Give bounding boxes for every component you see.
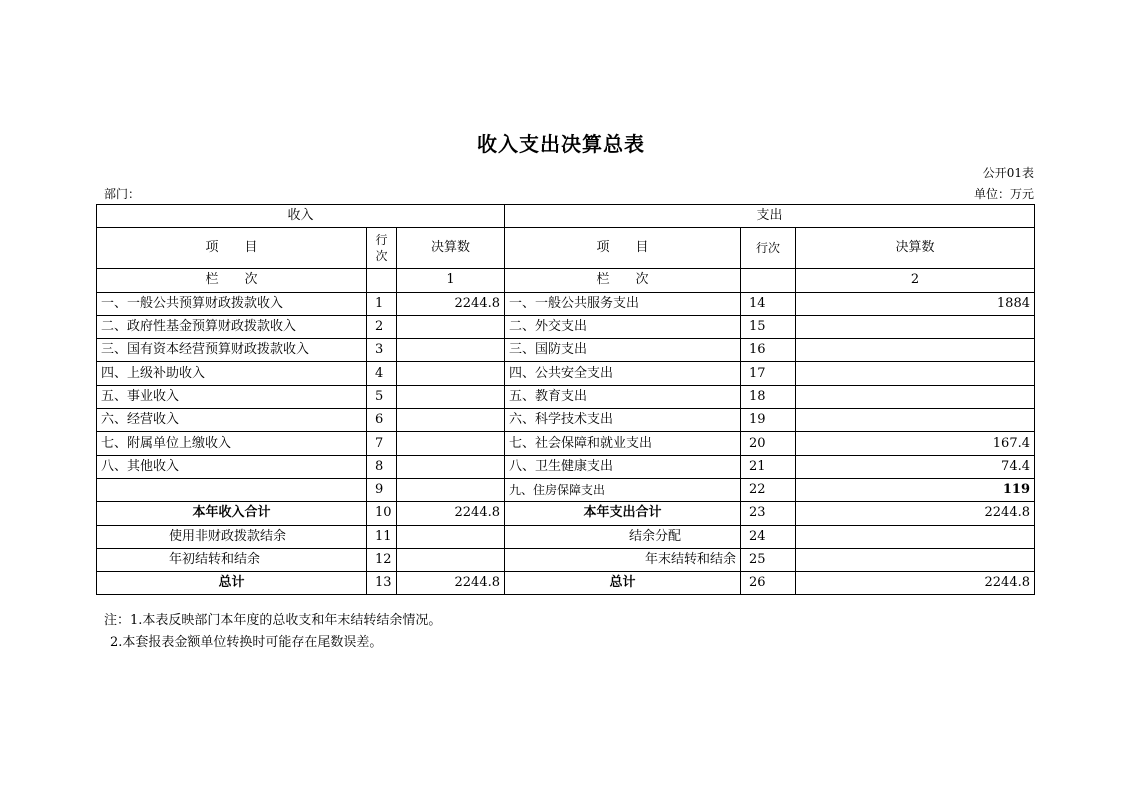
- nonfiscal-row: [97, 525, 1035, 548]
- expense-amount: [796, 385, 1035, 408]
- expense-amount: [796, 409, 1035, 432]
- income-line-no-header: 行 次: [367, 228, 397, 269]
- end-carryover-value: [796, 548, 1035, 571]
- expense-item-name: 五、教育支出: [505, 385, 741, 408]
- begin-carryover-value: [397, 548, 505, 571]
- expense-item-name: 九、住房保障支出: [505, 478, 741, 501]
- expense-amount: 74.4: [796, 455, 1035, 478]
- table-row: [97, 339, 1035, 362]
- expense-column-blank: [741, 269, 796, 292]
- income-item-name: 四、上级补助收入: [97, 362, 367, 385]
- table-row: [97, 455, 1035, 478]
- nonfiscal-no: 11: [367, 525, 397, 548]
- income-amount: [397, 339, 505, 362]
- expense-amount: [796, 362, 1035, 385]
- income-line-no: 9: [367, 478, 397, 501]
- income-expense-table: [96, 204, 1035, 595]
- expense-item-header: 项 目: [505, 228, 741, 269]
- expense-amount-header: 决算数: [796, 228, 1035, 269]
- surplus-distribution-label: 结余分配: [505, 525, 741, 548]
- carryover-row: [97, 548, 1035, 571]
- income-line-no: 4: [367, 362, 397, 385]
- year-expense-total-no: 23: [741, 502, 796, 525]
- income-amount: [397, 409, 505, 432]
- grand-expense-total-no: 26: [741, 572, 796, 595]
- column-index-row: [97, 269, 1035, 292]
- expense-amount: 167.4: [796, 432, 1035, 455]
- table-row: [97, 315, 1035, 338]
- expense-line-no: 20: [741, 432, 796, 455]
- income-amount: [397, 315, 505, 338]
- begin-carryover-no: 12: [367, 548, 397, 571]
- income-line-no: 5: [367, 385, 397, 408]
- expense-line-no: 18: [741, 385, 796, 408]
- income-amount: 2244.8: [397, 292, 505, 315]
- income-item-name: [97, 478, 367, 501]
- table-row: [97, 385, 1035, 408]
- expense-line-no: 19: [741, 409, 796, 432]
- expense-item-name: 八、卫生健康支出: [505, 455, 741, 478]
- year-expense-total-value: 2244.8: [796, 502, 1035, 525]
- footnote-1: 注：1.本表反映部门本年度的总收支和年末结转结余情况。: [104, 613, 442, 628]
- income-amount: [397, 362, 505, 385]
- income-line-no: 6: [367, 409, 397, 432]
- expense-amount: 119: [796, 478, 1035, 501]
- expense-item-name: 二、外交支出: [505, 315, 741, 338]
- income-item-name: 七、附属单位上缴收入: [97, 432, 367, 455]
- table-row: [97, 292, 1035, 315]
- end-carryover-label: 年末结转和结余: [505, 548, 741, 571]
- end-carryover-no: 25: [741, 548, 796, 571]
- header-row-columns: [97, 228, 1035, 269]
- year-income-total-label: 本年收入合计: [97, 502, 367, 525]
- expense-line-no-header: 行次: [741, 228, 796, 269]
- expense-line-no: 16: [741, 339, 796, 362]
- nonfiscal-label: 使用非财政拨款结余: [97, 525, 367, 548]
- income-column-blank: [367, 269, 397, 292]
- income-item-name: 六、经营收入: [97, 409, 367, 432]
- expense-line-no: 15: [741, 315, 796, 338]
- department-label: 部门：: [104, 187, 141, 201]
- expense-amount: [796, 315, 1035, 338]
- expense-item-name: 四、公共安全支出: [505, 362, 741, 385]
- begin-carryover-label: 年初结转和结余: [97, 548, 367, 571]
- year-income-total-no: 10: [367, 502, 397, 525]
- year-income-total-value: 2244.8: [397, 502, 505, 525]
- table-row: [97, 409, 1035, 432]
- year-expense-total-label: 本年支出合计: [505, 502, 741, 525]
- grand-income-total-value: 2244.8: [397, 572, 505, 595]
- income-item-header: 项 目: [97, 228, 367, 269]
- expense-item-name: 六、科学技术支出: [505, 409, 741, 432]
- unit-label: 单位：万元: [973, 187, 1034, 201]
- income-amount: [397, 432, 505, 455]
- footnote-2: 2.本套报表金额单位转换时可能存在尾数误差。: [110, 635, 383, 650]
- expense-line-no: 14: [741, 292, 796, 315]
- income-section-header: 收入: [97, 205, 505, 228]
- table-row: [97, 432, 1035, 455]
- year-total-row: [97, 502, 1035, 525]
- income-item-name: 五、事业收入: [97, 385, 367, 408]
- income-amount: [397, 455, 505, 478]
- expense-amount: 1884: [796, 292, 1035, 315]
- expense-line-no: 17: [741, 362, 796, 385]
- expense-item-name: 一、一般公共服务支出: [505, 292, 741, 315]
- table-row: [97, 362, 1035, 385]
- expense-line-no: 21: [741, 455, 796, 478]
- income-line-no: 8: [367, 455, 397, 478]
- income-column-label: 栏 次: [97, 269, 367, 292]
- surplus-distribution-no: 24: [741, 525, 796, 548]
- income-line-no: 1: [367, 292, 397, 315]
- expense-column-index: 2: [796, 269, 1035, 292]
- nonfiscal-value: [397, 525, 505, 548]
- income-line-no: 3: [367, 339, 397, 362]
- expense-line-no: 22: [741, 478, 796, 501]
- expense-section-header: 支出: [505, 205, 1035, 228]
- income-line-no: 7: [367, 432, 397, 455]
- grand-total-row: [97, 572, 1035, 595]
- income-amount-header: 决算数: [397, 228, 505, 269]
- income-item-name: 三、国有资本经营预算财政拨款收入: [97, 339, 367, 362]
- surplus-distribution-value: [796, 525, 1035, 548]
- header-row-sections: [97, 205, 1035, 228]
- table-row: [97, 478, 1035, 501]
- income-amount: [397, 385, 505, 408]
- page-title: 收入支出决算总表: [477, 132, 645, 156]
- footnotes: [104, 610, 441, 654]
- income-item-name: 一、一般公共预算财政拨款收入: [97, 292, 367, 315]
- expense-column-label: 栏 次: [505, 269, 741, 292]
- form-number: 公开01表: [982, 166, 1034, 180]
- expense-amount: [796, 339, 1035, 362]
- expense-item-name: 七、社会保障和就业支出: [505, 432, 741, 455]
- expense-item-name: 三、国防支出: [505, 339, 741, 362]
- income-amount: [397, 478, 505, 501]
- grand-expense-total-label: 总计: [505, 572, 741, 595]
- income-column-index: 1: [397, 269, 505, 292]
- grand-income-total-label: 总计: [97, 572, 367, 595]
- income-line-no: 2: [367, 315, 397, 338]
- grand-expense-total-value: 2244.8: [796, 572, 1035, 595]
- income-item-name: 二、政府性基金预算财政拨款收入: [97, 315, 367, 338]
- income-item-name: 八、其他收入: [97, 455, 367, 478]
- grand-income-total-no: 13: [367, 572, 397, 595]
